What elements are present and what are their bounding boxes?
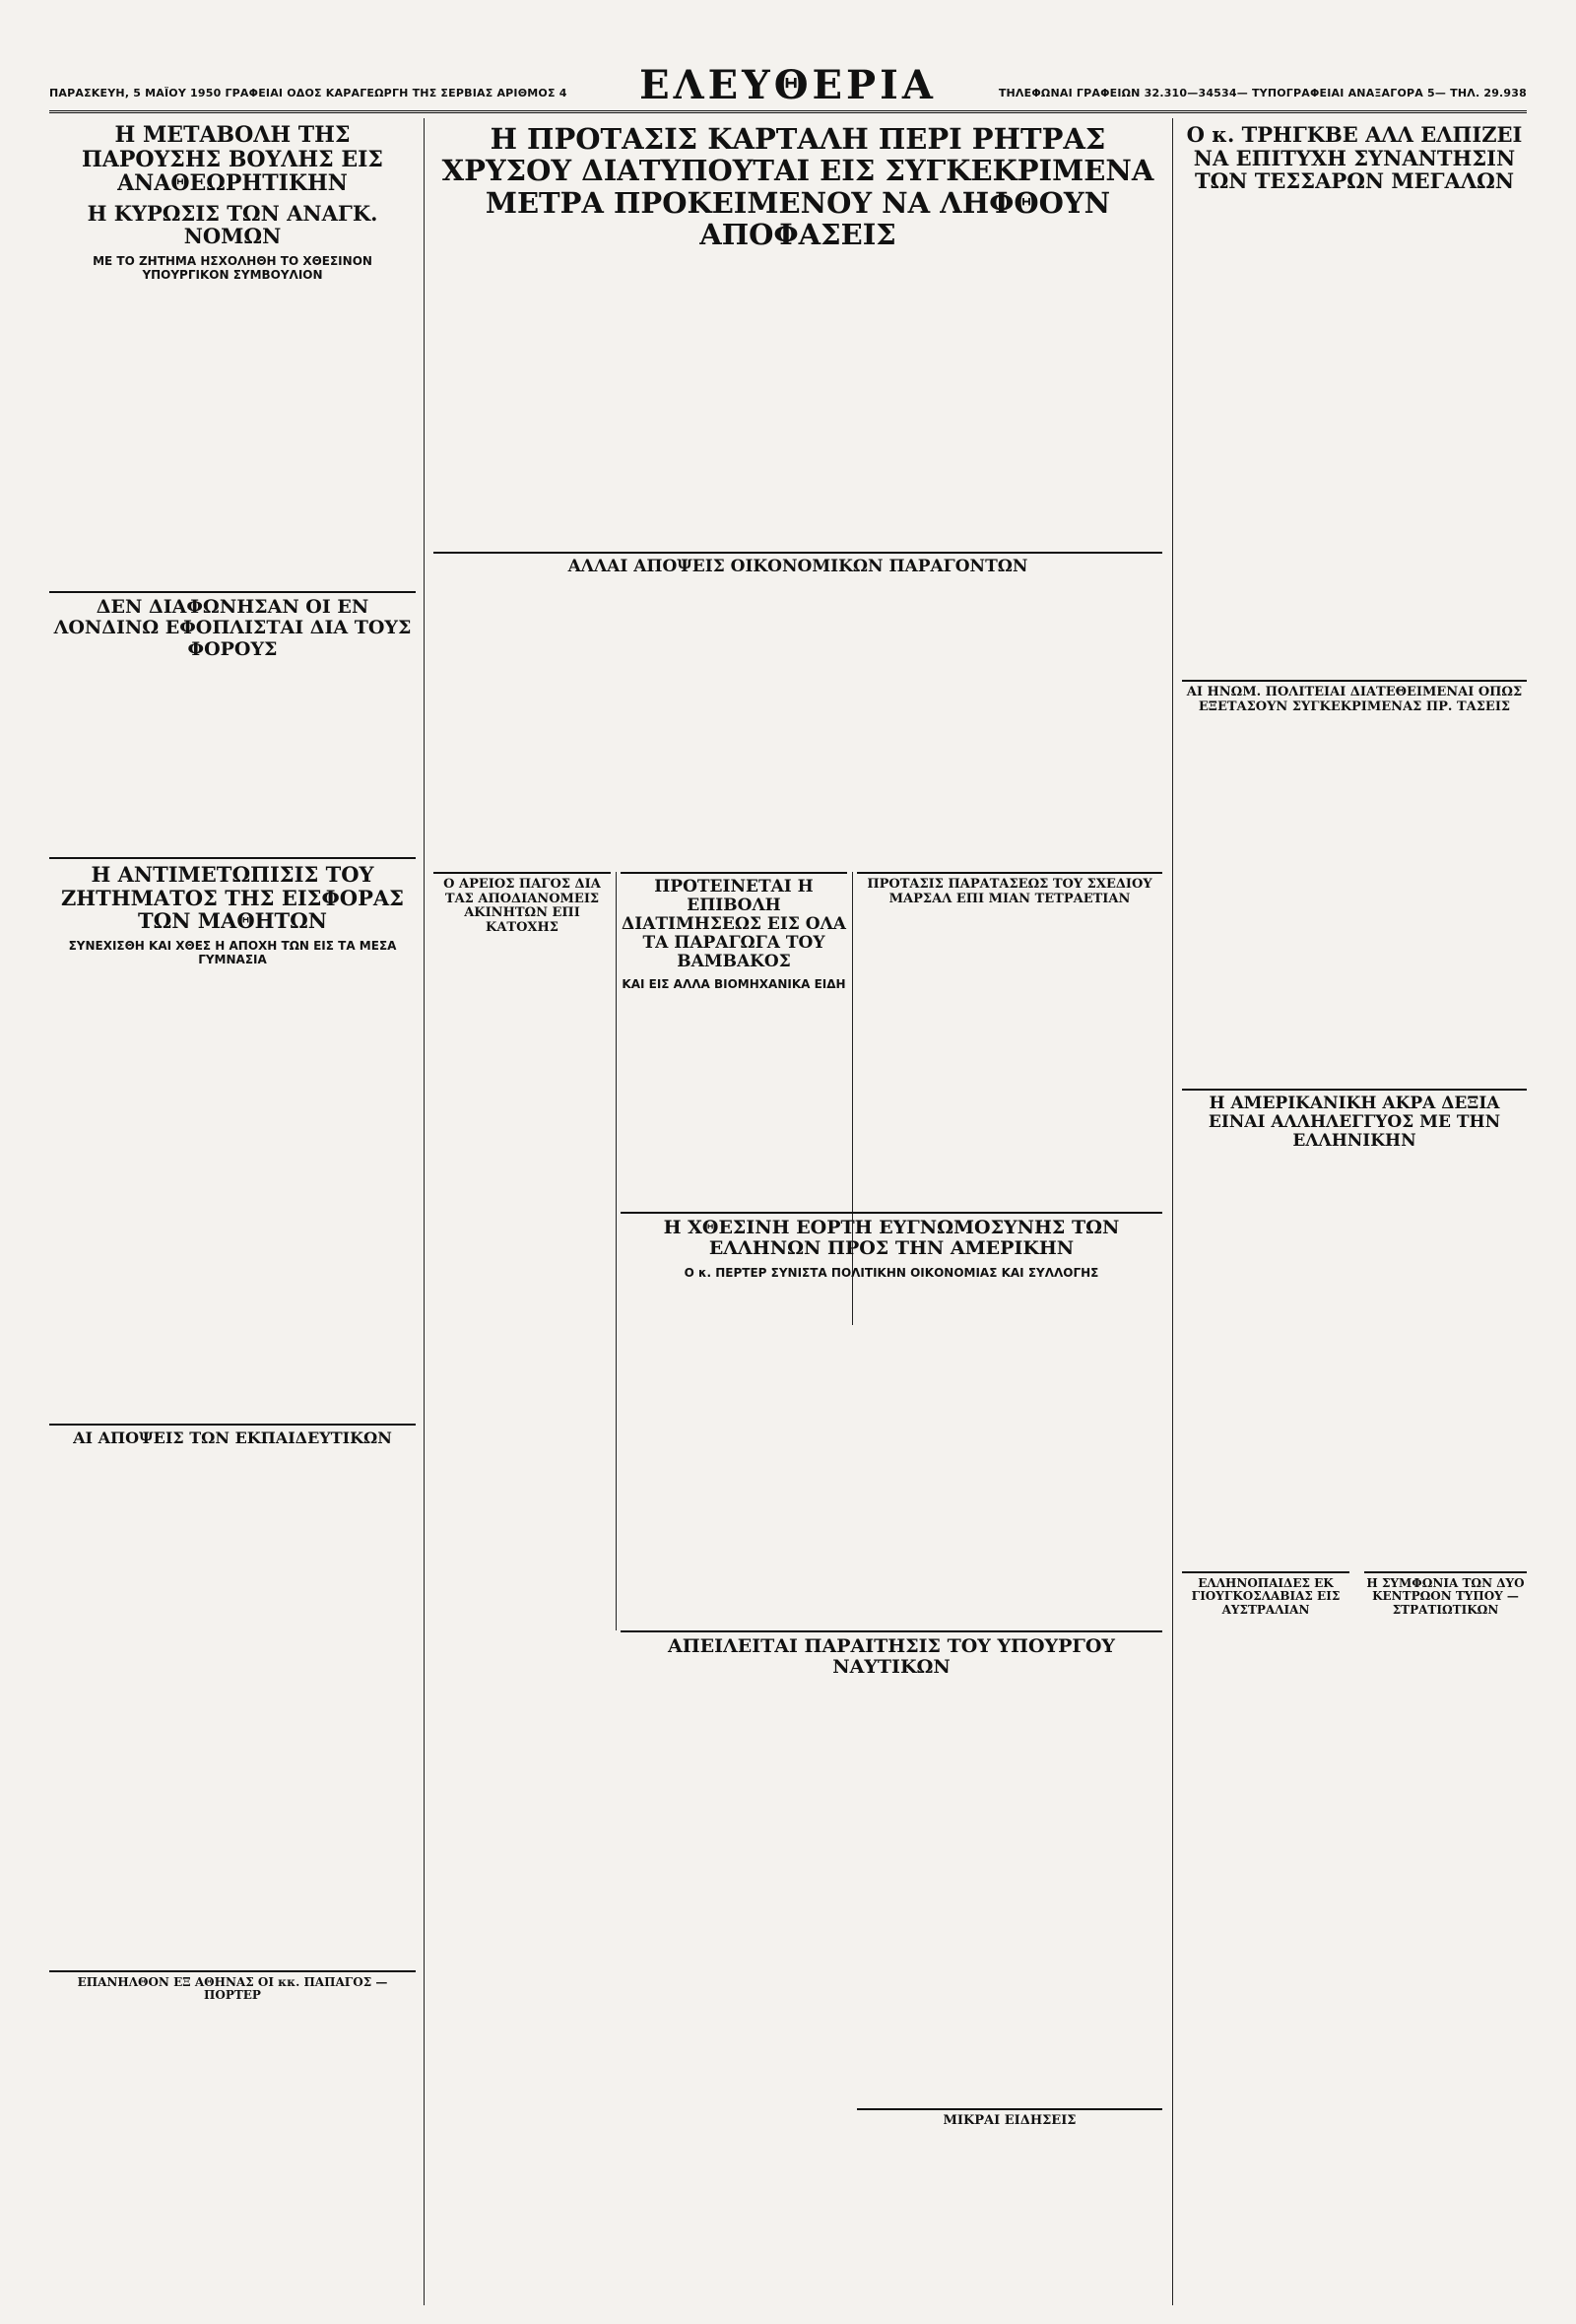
article-press-military [1364,1571,1527,1623]
masthead [49,61,1527,113]
column-divider [1172,118,1173,2305]
masthead-phones: ΤΗΛΕΦΩΝΑΙ ΓΡΑΦΕΙΩΝ 32.310—34534— ΤΥΠΟΓΡΑΦΕΙΑΙ ΑΝΑΞΑΓΟΡΑ 5— ΤΗΛ. 29.938 [998,87,1527,100]
headline: ΜΙΚΡΑΙ ΕΙΔΗΣΕΙΣ [943,2113,1077,2128]
article-brief-news [857,2108,1162,2135]
headline: Η ΑΜΕΡΙΚΑΝΙΚΗ ΑΚΡΑ ΔΕΞΙΑ ΕΙΝΑΙ ΑΛΛΗΛΕΓΓΥΟΣ ΜΕ ΤΗΝ ΕΛΛΗΝΙΚΗΝ [1208,1094,1501,1152]
article-areopagus [433,872,611,941]
headline: ΑΠΕΙΛΕΙΤΑΙ ΠΑΡΑΙΤΗΣΙΣ ΤΟΥ ΥΠΟΥΡΓΟΥ ΝΑΥΤΙΚΩΝ [668,1635,1115,1679]
article-us-positions [1182,680,1527,720]
article-papagos-porter [49,1970,416,2009]
headline: ΠΡΟΤΑΣΙΣ ΠΑΡΑΤΑΣΕΩΣ ΤΟΥ ΣΧΕΔΙΟΥ ΜΑΡΣΑΛ ΕΠΙ ΜΙΑΝ ΤΕΤΡΑΕΤΙΑΝ [867,877,1152,906]
article-marshall-plan [857,872,1162,912]
article-lie [1182,123,1527,199]
lead-headline: Η ΠΡΟΤΑΣΙΣ ΚΑΡΤΑΛΗ ΠΕΡΙ ΡΗΤΡΑΣ ΧΡΥΣΟΥ ΔΙΑΤΥΠΟΥΤΑΙ ΕΙΣ ΣΥΓΚΕΚΡΙΜΕΝΑ ΜΕΤΡΑ ΠΡΟΚΕΙΜΕΝΟΥ ΝΑ ΛΗΦΘΟΥΝ ΑΠΟΦΑΣΕΙΣ [441,122,1154,252]
article-parliament [49,123,416,289]
headline: ΑΛΛΑΙ ΑΠΟΨΕΙΣ ΟΙΚΟΝΟΜΙΚΩΝ ΠΑΡΑΓΟΝΤΩΝ [567,557,1028,576]
article-cotton-prices [621,872,847,998]
article-us-far-right [1182,1089,1527,1157]
article-shipowners [49,591,416,666]
article-navy-minister [621,1630,1162,1685]
column-divider [616,872,617,1630]
newspaper-title: ΕΛΕΥΘΕΡΙΑ [639,62,937,108]
headline: ΔΕΝ ΔΙΑΦΩΝΗΣΑΝ ΟΙ ΕΝ ΛΟΝΔΙΝΩ ΕΦΟΠΛΙΣΤΑΙ ΔΙΑ ΤΟΥΣ ΦΟΡΟΥΣ [53,596,412,660]
column-divider [424,118,425,2305]
subheadline: ΣΥΝΕΧΙΣΘΗ ΚΑΙ ΧΘΕΣ Η ΑΠΟΧΗ ΤΩΝ ΕΙΣ ΤΑ ΜΕΣΑ ΓΥΜΝΑΣΙΑ [68,938,397,966]
article-student-fees [49,857,416,972]
headline: ΑΙ ΗΝΩΜ. ΠΟΛΙΤΕΙΑΙ ΔΙΑΤΕΘΕΙΜΕΝΑΙ ΟΠΩΣ ΕΞΕΤΑΣΟΥΝ ΣΥΓΚΕΚΡΙΜΕΝΑΣ ΠΡ. ΤΑΣΕΙΣ [1186,685,1523,714]
subheadline: Ο κ. ΠΕΡΤΕΡ ΣΥΝΙΣΤΑ ΠΟΛΙΤΙΚΗΝ ΟΙΚΟΝΟΜΙΑΣ ΚΑΙ ΣΥΛΛΟΓΗΣ [684,1265,1099,1280]
headline: Η ΧΘΕΣΙΝΗ ΕΟΡΤΗ ΕΥΓΝΩΜΟΣΥΝΗΣ ΤΩΝ ΕΛΛΗΝΩΝ ΠΡΟΣ ΤΗΝ ΑΜΕΡΙΚΗΝ [663,1217,1120,1260]
headline: Ο ΑΡΕΙΟΣ ΠΑΓΟΣ ΔΙΑ ΤΑΣ ΑΠΟΔΙΑΝΟΜΕΙΣ ΑΚΙΝΗΤΩΝ ΕΠΙ ΚΑΤΟΧΗΣ [443,877,601,935]
article-educators [49,1424,416,1453]
subheadline: ΜΕ ΤΟ ΖΗΤΗΜΑ ΗΣΧΟΛΗΘΗ ΤΟ ΧΘΕΣΙΝΟΝ ΥΠΟΥΡΓΙΚΟΝ ΣΥΜΒΟΥΛΙΟΝ [93,253,372,283]
headline: Ο κ. ΤΡΗΓΚΒΕ ΑΛΛ ΕΛΠΙΖΕΙ ΝΑ ΕΠΙΤΥΧΗ ΣΥΝΑΝΤΗΣΙΝ ΤΩΝ ΤΕΣΣΑΡΩΝ ΜΕΓΑΛΩΝ [1186,122,1523,194]
article-gratitude [621,1212,1162,1286]
headline: ΑΙ ΑΠΟΨΕΙΣ ΤΩΝ ΕΚΠΑΙΔΕΥΤΙΚΩΝ [73,1428,392,1447]
headline: ΕΠΑΝΗΛΘΟΝ ΕΞ ΑΘΗΝΑΣ ΟΙ κκ. ΠΑΠΑΓΟΣ — ΠΟΡΤΕΡ [77,1975,388,2003]
article-kartalis [433,123,1162,257]
headline: ΠΡΟΤΕΙΝΕΤΑΙ Η ΕΠΙΒΟΛΗ ΔΙΑΤΙΜΗΣΕΩΣ ΕΙΣ ΟΛΑ ΤΑ ΠΑΡΑΓΩΓΑ ΤΟΥ ΒΑΜΒΑΚΟΣ [622,877,846,972]
headline: Η ΚΥΡΩΣΙΣ ΤΩΝ ΑΝΑΓΚ. ΝΟΜΩΝ [87,200,378,249]
headline: ΕΛΛΗΝΟΠΑΙΔΕΣ ΕΚ ΓΙΟΥΓΚΟΣΛΑΒΙΑΣ ΕΙΣ ΑΥΣΤΡΑΛΙΑΝ [1191,1576,1341,1617]
masthead-date-address: ΠΑΡΑΣΚΕΥΗ, 5 ΜΑΪΟΥ 1950 ΓΡΑΦΕΙΑΙ ΟΔΟΣ ΚΑΡΑΓΕΩΡΓΗ ΤΗΣ ΣΕΡΒΙΑΣ ΑΡΙΘΜΟΣ 4 [49,87,567,100]
article-greek-children [1182,1571,1349,1623]
headline: Η ΜΕΤΑΒΟΛΗ ΤΗΣ ΠΑΡΟΥΣΗΣ ΒΟΥΛΗΣ ΕΙΣ ΑΝΑΘΕΩΡΗΤΙΚΗΝ [82,122,383,197]
headline: Η ΣΥΜΦΩΝΙΑ ΤΩΝ ΔΥΟ ΚΕΝΤΡΩΟΝ ΤΥΠΟΥ — ΣΤΡΑΤΙΩΤΙΚΩΝ [1366,1576,1525,1617]
article-economic-views [433,552,1162,582]
subheadline: ΚΑΙ ΕΙΣ ΑΛΛΑ ΒΙΟΜΗΧΑΝΙΚΑ ΕΙΔΗ [622,977,846,992]
headline: Η ΑΝΤΙΜΕΤΩΠΙΣΙΣ ΤΟΥ ΖΗΤΗΜΑΤΟΣ ΤΗΣ ΕΙΣΦΟΡΑΣ ΤΩΝ ΜΑΘΗΤΩΝ [60,862,405,934]
